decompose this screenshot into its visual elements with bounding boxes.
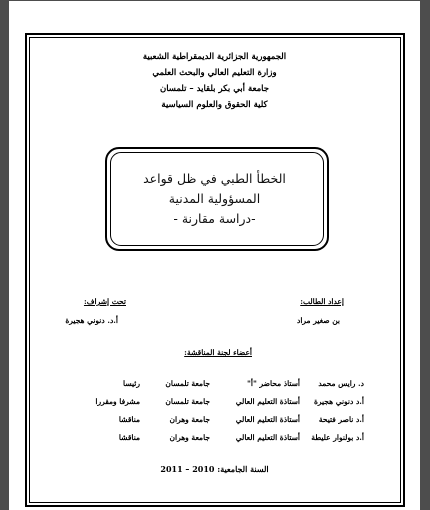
member-3-rank: أستاذة التعليم العالي (235, 415, 300, 424)
member-3-university: جامعة وهران (169, 415, 210, 424)
member-4-rank: أستاذة التعليم العالي (235, 433, 300, 442)
title-line-3: -دراسة مقارنة - (173, 211, 256, 226)
member-3-name: أ.د ناصر فتيحة (318, 415, 364, 424)
supervisor-label: تحت إشراف: (83, 297, 126, 306)
member-1-role: رئيسا (123, 379, 140, 388)
member-2-rank: أستاذة التعليم العالي (235, 397, 300, 406)
student-name: بن صغير مراد (297, 316, 340, 325)
member-2-name: أ.د دنوني هجيرة (313, 397, 364, 406)
member-3-role: مناقشا (118, 415, 140, 424)
member-4-university: جامعة وهران (169, 433, 210, 442)
member-1-rank: أستاذ محاضر "أ" (246, 379, 300, 388)
member-4-role: مناقشا (118, 433, 140, 442)
committee-label: أعضاء لجنة المناقشة: (184, 348, 252, 357)
document-page (9, 1, 420, 510)
member-2-role: مشرفا ومقررا (95, 397, 140, 406)
title-line-1: الخطأ الطبي في ظل قواعد (143, 171, 286, 186)
member-4-name: أ.د بولنوار عليطة (311, 433, 364, 442)
header-faculty: كلية الحقوق والعلوم السياسية (161, 100, 268, 110)
prepared-by-label: إعداد الطالب: (300, 297, 344, 306)
member-1-name: د. رايس محمد (318, 379, 364, 388)
academic-year: السنة الجامعية: 2010 – 2011 (160, 464, 269, 474)
member-1-university: جامعة تلمسان (165, 379, 210, 388)
title-line-2: المسؤولية المدنية (168, 191, 261, 206)
header-university: جامعة أبي بكر بلقايد – تلمسان (159, 84, 270, 94)
member-2-university: جامعة تلمسان (165, 397, 210, 406)
header-republic: الجمهورية الجزائرية الديمقراطية الشعبية (142, 52, 287, 62)
supervisor-name: أ.د. دنوني هجيرة (65, 316, 118, 325)
header-ministry: وزارة التعليم العالي والبحث العلمي (152, 68, 277, 78)
